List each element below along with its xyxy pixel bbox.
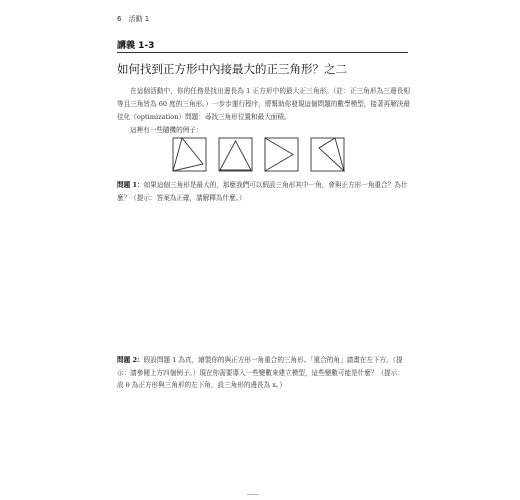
page-number: 6 <box>117 15 122 23</box>
example-square-1 <box>173 138 206 171</box>
example-square-4 <box>311 138 344 171</box>
example-square-2 <box>219 138 252 171</box>
question-1 <box>117 179 410 204</box>
page-footer-mark <box>247 494 259 495</box>
question-2-label: 問題 2： <box>117 356 144 364</box>
header-rule <box>117 52 408 53</box>
example-figures <box>172 137 352 173</box>
section-name: 活動 1 <box>128 15 150 23</box>
question-2-text: 假設問題 1 為真，繪製你的與正方形一角重合的三角形。「重合的角」請畫在左下方。（提示：請參閱上方四個例子。）現在你需要導入一些變數來建立模型，這些變數可能是什麼？（提示：設 θ 為正方形與三角形的左下角，設三角形的邊長為 x。） <box>117 356 404 389</box>
intro-text <box>117 85 410 124</box>
running-head <box>117 14 149 24</box>
question-2 <box>117 354 410 392</box>
intro-paragraph: 在這個活動中，你的任務是找出邊長為 1 正方形中的最大正三角形。（註：正三角形為三邊長相等且三角皆為 60 度的三角形。）一步步運行程序，將幫助你發現這個問題的數學模型，接著再解決最佳化（optimization）問題：尋找三角形位置和最大面積。 <box>117 87 410 121</box>
examples-lead: 這裡有一些隨機的例子： <box>130 126 203 134</box>
question-1-label: 問題 1： <box>117 181 144 189</box>
question-1-text: 如果這個三角形是最大的，那麼我們可以假設三角形其中一角，會與正方形一角重合？為什麼？（提示：答案為正確，請解釋為什麼。） <box>117 181 408 202</box>
page-title: 如何找到正方形中內接最大的正三角形？之二 <box>117 62 347 76</box>
handout-label: 講義 1-3 <box>117 41 155 51</box>
example-square-3 <box>265 138 298 171</box>
